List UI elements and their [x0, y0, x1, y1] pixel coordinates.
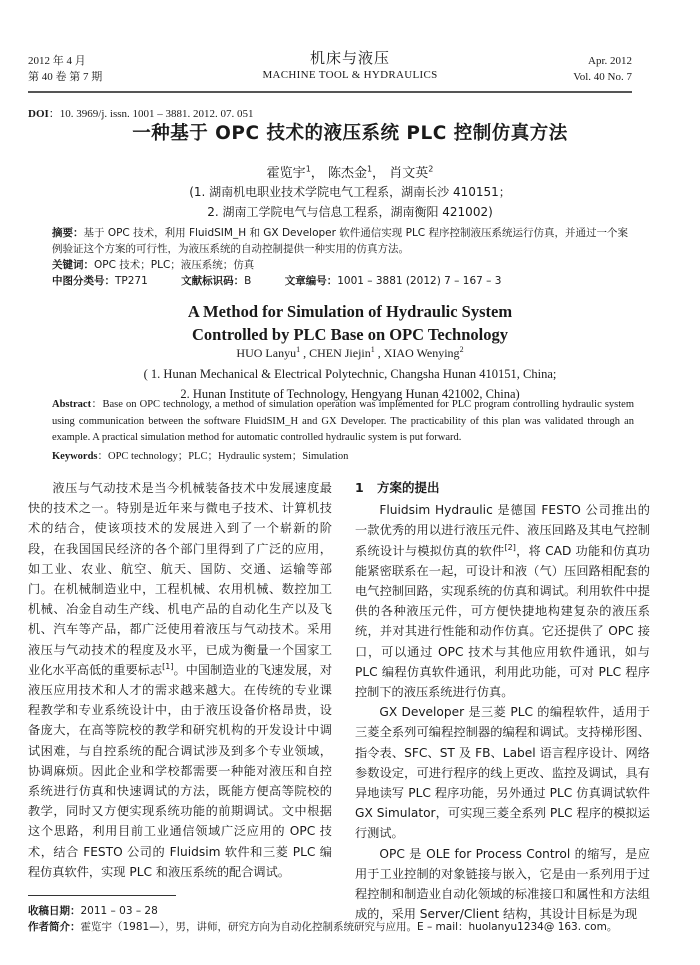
affiliation: ( 1. Hunan Mechanical & Electrical Polytechnic, Changsha Hunan 410151, China;	[143, 367, 557, 381]
issue-month: 2012 年 4 月	[28, 55, 86, 67]
affiliation: (1. 湖南机电职业技术学院电气工程系，湖南长沙 410151；	[189, 185, 511, 199]
footnote-rule	[28, 895, 176, 896]
abstract-cn-text: 基于 OPC 技术，利用 FluidSIM_H 和 GX Developer 软件通信实现 PLC 程序控制液压系统运行仿真，并通过一个案例验证这个方案的可行性，为液压系统的自动控制提供一种实用的仿真方法。	[52, 227, 628, 255]
section-title: 方案的提出	[377, 480, 440, 495]
body-paragraph: GX Developer 是三菱 PLC 的编程软件，适用于三菱全系列可编程控制器的编程和调试。支持梯形图、指令表、SFC、ST 及 FB、Label 语言程序设计、网络参数设定，可进行程序的线上更改、监控及调试，具有异地读写 PLC 程序功能，另外通过 PLC 仿真调试软件 GX Simulator，可实现三菱全系列 PLC 程序的模拟运行测试。	[355, 705, 650, 841]
clc-label: 中图分类号：	[52, 275, 115, 287]
abstract-cn-label: 摘要：	[52, 227, 84, 239]
doc-code-label: 文献标识码：	[181, 275, 245, 287]
keywords-en-label: Keywords	[52, 451, 98, 462]
abstract-cn-body	[28, 225, 632, 257]
citation-ref[interactable]: [1]	[162, 661, 174, 671]
title-en-line: Controlled by PLC Base on OPC Technology	[192, 325, 508, 344]
keywords-cn-label: 关键词：	[52, 259, 94, 271]
author: CHEN Jiejin$^1$ ,	[309, 345, 384, 360]
journal-name-en: MACHINE TOOL & HYDRAULICS	[262, 69, 438, 81]
body-paragraph: 液压与气动技术是当今机械装备技术中发展速度最快的技术之一。特别是近年来与微电子技术、计算机技术的结合，使该项技术的发展进入到了一个崭新的阶段，在我国国民经济的各个部门里得到了广泛的应用，如工业、农业、航空、航天、国防、交通、运输等部门。在机械制造业中，工程机械、农用机械、数控加工机械、冶金自动生产线、机电产品的自动化生产以及飞机、汽车等产品，都广泛使用着液压与气动技术。采用液压与气动技术的程度及水平，已成为衡量一个国家工业化水平高低的重要标志[1]。中国制造业的飞速发展，对液压应用技术和人才的需求越来越大。在传统的专业课程教学和专业系统设计中，由于液压设备价格昂贵，设备庞大，在高等院校的教学和研究机构的开发设计中调试困难，与自控系统的配合调试涉及到多个专业领域，协调麻烦。因此企业和学校都需要一种能对液压和自控系统进行仿真和快速调试的方法，既能方便高等院校的教学，同时又方便实现系统功能的前期调试。文中根据这个思路，利用目前工业通信领域广泛应用的 OPC 技术，结合 FESTO 公司的 Fluidsim 软件和三菱 PLC 编程仿真软件，实现 PLC 和液压系统的配合调试。	[28, 481, 333, 879]
body-column-right	[355, 478, 650, 924]
author: XIAO Wenying$^2$	[383, 345, 464, 360]
section-heading	[355, 478, 650, 498]
author: 肖文英$^2$	[389, 164, 434, 181]
issue-month-en: Apr. 2012	[588, 55, 632, 67]
article-no-label: 文章编号：	[284, 275, 338, 287]
affiliations-cn	[0, 182, 700, 222]
keywords-en	[52, 448, 348, 463]
title-en-line: A Method for Simulation of Hydraulic System	[187, 302, 513, 321]
keywords-cn-text: OPC 技术；PLC；液压系统；仿真	[94, 259, 255, 271]
authors-en	[0, 346, 700, 361]
doi-label: DOI	[28, 108, 49, 120]
author: 霍览宇$^1$，	[266, 164, 324, 181]
abstract-en	[28, 397, 634, 447]
author-bio: 作者简介：霍览宇（1981—），男，讲师，研究方向为自动化控制系统研究与应用。E – mail：huolanyu1234@ 163. com。	[28, 921, 618, 933]
authors-cn	[0, 162, 700, 181]
body-paragraph: Fluidsim Hydraulic 是德国 FESTO 公司推出的一款优秀的用以进行液压元件、液压回路及其电气控制系统设计与模拟仿真的软件[2]，将 CAD 功能和仿真功能紧密联系在一起，可设计和液（气）压回路相配套的电气控制回路，实现系统的仿真和调试。利用软件中提供的各种液压元件，可方便快捷地构建复杂的液压系统，并对其进行性能和动作仿真。它还提供了 OPC 接口，可以通过 OPC 技术与其他应用软件通讯，如与 PLC 编程仿真软件通讯，利用此功能，可对 PLC 程序控制下的液压系统进行仿真。	[355, 503, 650, 700]
affiliation: 2. Hunan Institute of Technology, Hengyang Hunan 421002, China)	[180, 387, 520, 401]
doi-value[interactable]: ：10. 3969/j. issn. 1001 – 3881. 2012. 07. 051	[48, 108, 254, 120]
author: 陈杰金$^1$，	[327, 164, 386, 181]
footnote	[28, 903, 617, 935]
keywords-cn	[28, 257, 632, 273]
body-paragraph: OPC 是 OLE for Process Control 的缩写，是应用于工业控制的对象链接与嵌入，它是由一系列用于过程控制和制造业自动化领域的标准接口和属性和方法组成的，采用 Server/Client 结构，其设计目标是为现	[355, 846, 650, 922]
received-date: 收稿日期：2011 – 03 – 28	[28, 905, 158, 917]
issue-volume-en: Vol. 40 No. 7	[573, 71, 632, 83]
citation-ref[interactable]: [2]	[504, 542, 516, 552]
paper-title-en	[0, 300, 700, 346]
section-number: 1	[355, 480, 364, 495]
doc-code-value: B	[244, 275, 252, 287]
article-no-value: 1001 – 3881 (2012) 7 – 167 – 3	[337, 275, 502, 287]
affiliation: 2. 湖南工学院电气与信息工程系，湖南衡阳 421002)	[207, 205, 493, 219]
journal-name-cn: 机床与液压	[309, 49, 390, 67]
body-column-left	[28, 478, 332, 882]
clc-value: TP271	[115, 275, 148, 287]
abstract-en-text: ：Base on OPC technology, a method of simulation operation was implemented for PLC program controlling hydraulic system using communication between the software FluidSIM_H and GX Developer. The practicability of this plan was validated through an example. A practical simulation method for automatic controlled hydraulic system is put forward.	[52, 399, 634, 443]
header-rule	[28, 91, 632, 93]
author: HUO Lanyu$^1$ ,	[236, 345, 310, 360]
paper-title-cn: 一种基于 OPC 技术的液压系统 PLC 控制仿真方法	[132, 123, 568, 144]
keywords-en-text: ：OPC technology；PLC；Hydraulic system；Simulation	[97, 451, 349, 462]
issue-volume: 第 40 卷 第 7 期	[28, 71, 103, 83]
abstract-en-label: Abstract	[52, 399, 92, 410]
classification-row	[28, 273, 632, 289]
issue-info-en	[573, 53, 632, 85]
abstract-cn	[28, 225, 632, 289]
